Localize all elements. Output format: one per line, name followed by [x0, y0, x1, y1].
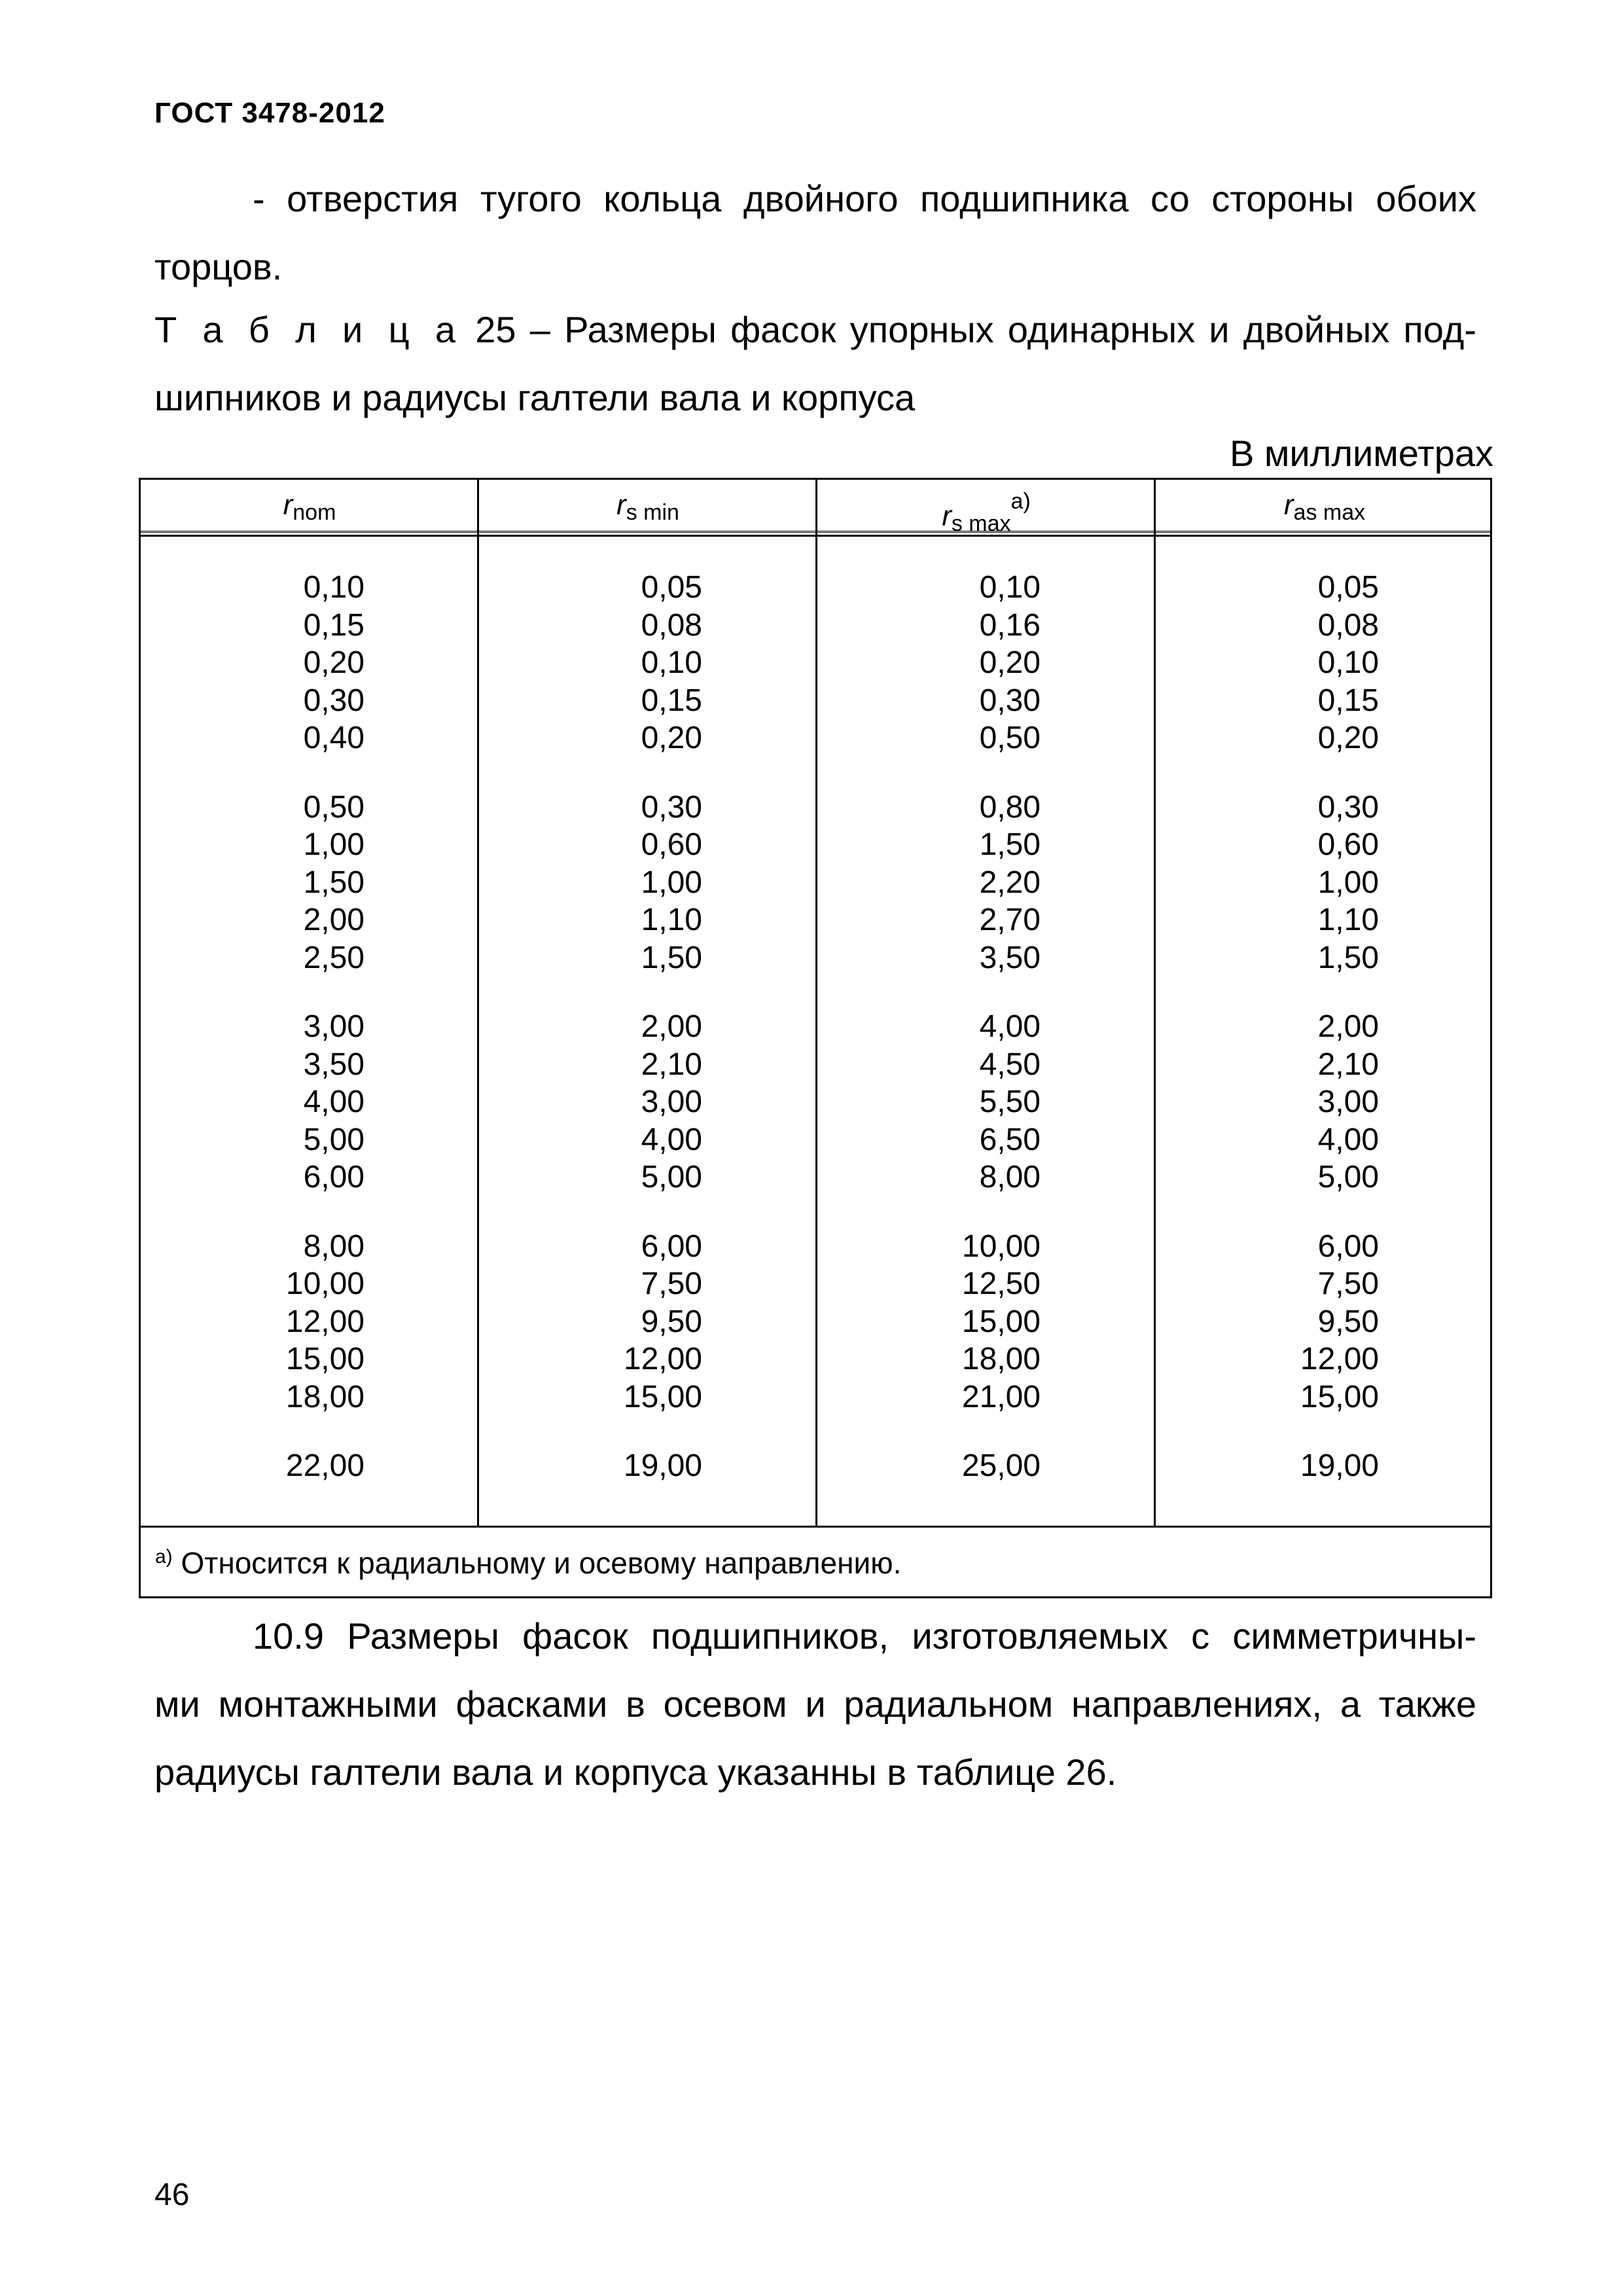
table-cell: 2,10 [1317, 1047, 1379, 1082]
row-group [1248, 1228, 1379, 1416]
header-r-s-max: $r_{s max}^{a)}$ [942, 489, 1031, 536]
page-number: 46 [154, 2178, 190, 2212]
table-cell: 0,50 [303, 789, 365, 825]
row-group [910, 1008, 1041, 1196]
table-cell: 15,00 [623, 1379, 702, 1414]
table-cell: 10,00 [285, 1266, 365, 1301]
table-cell: 8,00 [979, 1160, 1041, 1194]
table-cell: 7,50 [641, 1266, 702, 1301]
row-group [571, 1008, 702, 1196]
table-cell: 18,00 [961, 1342, 1041, 1376]
table-footnote [155, 1545, 901, 1581]
table-cell: 1,00 [1317, 865, 1379, 900]
table-cell: 18,00 [285, 1379, 365, 1414]
table-cell: 4,00 [303, 1085, 365, 1119]
table-cell: 0,50 [979, 721, 1041, 755]
column-divider [477, 480, 479, 1526]
table-cell: 6,00 [303, 1160, 365, 1194]
table-cell: 3,50 [303, 1047, 365, 1082]
row-group [1248, 1008, 1379, 1196]
table-cell: 15,00 [961, 1304, 1041, 1339]
table-cell: 9,50 [641, 1304, 702, 1339]
row-group [1248, 1447, 1379, 1485]
table-cell: 2,00 [641, 1009, 702, 1044]
table-cell: 15,00 [285, 1342, 365, 1376]
table-cell: 10,00 [961, 1229, 1041, 1264]
table-cell: 4,50 [979, 1047, 1041, 1082]
table-cell: 0,30 [303, 683, 365, 718]
column-r-s-max [910, 569, 1041, 1516]
section-line-1: 10.9 Размеры фасок подшипников, изготовляемых с симметричны- [253, 1615, 1476, 1657]
table-cell: 4,00 [641, 1122, 702, 1157]
table-cell: 3,00 [1317, 1085, 1379, 1119]
table-cell: 3,00 [303, 1009, 365, 1044]
table-cell: 0,30 [1317, 789, 1379, 825]
table-caption-line-2: шипников и радиусы галтели вала и корпуса [154, 377, 916, 418]
table-cell: 9,50 [1317, 1304, 1379, 1339]
row-group [234, 1228, 365, 1416]
table-cell: 0,20 [979, 645, 1041, 680]
table-cell: 7,50 [1317, 1266, 1379, 1301]
table-cell: 8,00 [303, 1229, 365, 1264]
table-cell: 2,50 [303, 940, 365, 975]
table-cell: 6,00 [1317, 1229, 1379, 1264]
table-cell: 21,00 [961, 1379, 1041, 1414]
table-cell: 12,00 [285, 1304, 365, 1339]
row-group [910, 789, 1041, 977]
table-cell: 0,15 [641, 683, 702, 718]
table-cell: 6,00 [641, 1229, 702, 1264]
row-group [571, 789, 702, 977]
table-cell: 2,20 [979, 865, 1041, 900]
table-cell: 0,15 [1317, 683, 1379, 718]
table-cell: 0,60 [641, 827, 702, 862]
table-cell: 1,10 [641, 903, 702, 937]
table-cell: 1,50 [641, 940, 702, 975]
table-cell: 2,70 [979, 903, 1041, 937]
units-label: В миллиметрах [1229, 433, 1493, 474]
row-group [910, 1228, 1041, 1416]
column-r-nom [234, 569, 365, 1516]
table-cell: 0,08 [641, 607, 702, 643]
table-cell: 19,00 [1300, 1448, 1379, 1483]
table-cell: 5,00 [1317, 1160, 1379, 1194]
table-cell: 0,20 [641, 721, 702, 755]
row-group [571, 1447, 702, 1485]
section-line-2: ми монтажными фасками в осевом и радиальном направлениях, а также [154, 1683, 1476, 1725]
header-r-nom: $r_{nom}$ [283, 489, 336, 525]
row-group [234, 1008, 365, 1196]
table-cell: 0,05 [641, 570, 702, 605]
column-divider [815, 480, 817, 1526]
table-cell: 1,50 [303, 865, 365, 900]
table-cell: 5,00 [303, 1122, 365, 1157]
table-cell: 19,00 [623, 1448, 702, 1483]
column-divider [1154, 480, 1156, 1526]
table-caption-line-1 [154, 296, 1476, 364]
document-header: ГОСТ 3478-2012 [154, 97, 385, 129]
table-cell: 1,00 [641, 865, 702, 900]
table-cell: 0,30 [641, 789, 702, 825]
column-r-s-min [571, 569, 702, 1516]
table-cell: 2,00 [1317, 1009, 1379, 1044]
table-cell: 22,00 [285, 1448, 365, 1483]
table-cell: 25,00 [961, 1448, 1041, 1483]
intro-line-2: торцов. [154, 246, 283, 287]
table-cell: 0,20 [303, 645, 365, 680]
row-group [910, 1447, 1041, 1485]
table-caption-text: 25 – Размеры фасок упорных одинарных и двойных под- [475, 309, 1476, 350]
table-cell: 2,10 [641, 1047, 702, 1082]
table-cell: 12,00 [623, 1342, 702, 1376]
row-group [910, 569, 1041, 757]
row-group [571, 569, 702, 757]
table-cell: 0,60 [1317, 827, 1379, 862]
table-cell: 4,00 [1317, 1122, 1379, 1157]
row-group [234, 1447, 365, 1485]
table-cell: 0,40 [303, 721, 365, 755]
row-group [234, 789, 365, 977]
header-r-as-max: $r_{as max}$ [1283, 489, 1366, 525]
table-cell: 12,50 [961, 1266, 1041, 1301]
table-cell: 2,00 [303, 903, 365, 937]
row-group [234, 569, 365, 757]
table-cell: 1,00 [303, 827, 365, 862]
table-cell: 4,00 [979, 1009, 1041, 1044]
table-cell: 5,00 [641, 1160, 702, 1194]
row-group [571, 1228, 702, 1416]
table-cell: 1,50 [979, 827, 1041, 862]
header-r-s-min: $r_{s min}$ [616, 489, 679, 525]
table-cell: 0,30 [979, 683, 1041, 718]
column-r-as-max [1248, 569, 1379, 1516]
table-caption-label: Т а б л и ц а [154, 309, 461, 350]
table-cell: 0,10 [979, 570, 1041, 605]
footnote-separator [141, 1526, 1490, 1528]
table-cell: 3,00 [641, 1085, 702, 1119]
table-cell: 12,00 [1300, 1342, 1379, 1376]
table-cell: 3,50 [979, 940, 1041, 975]
table-cell: 15,00 [1300, 1379, 1379, 1414]
row-group [1248, 789, 1379, 977]
footnote-text: Относится к радиальному и осевому направлению. [181, 1546, 902, 1580]
table-cell: 0,05 [1317, 570, 1379, 605]
table-cell: 0,10 [303, 570, 365, 605]
table-cell: 0,20 [1317, 721, 1379, 755]
row-group [1248, 569, 1379, 757]
table-cell: 0,16 [979, 607, 1041, 643]
table-cell: 0,80 [979, 789, 1041, 825]
intro-line-1: - отверстия тугого кольца двойного подшипника со стороны обоих [253, 178, 1476, 219]
section-line-3: радиусы галтели вала и корпуса указанны в таблице 26. [154, 1751, 1117, 1793]
footnote-mark: a) [155, 1546, 173, 1568]
table-cell: 0,10 [641, 645, 702, 680]
dimensions-table [139, 478, 1492, 1598]
table-cell: 0,10 [1317, 645, 1379, 680]
table-cell: 6,50 [979, 1122, 1041, 1157]
table-cell: 0,08 [1317, 607, 1379, 643]
table-cell: 0,15 [303, 607, 365, 643]
table-cell: 1,10 [1317, 903, 1379, 937]
table-cell: 1,50 [1317, 940, 1379, 975]
table-cell: 5,50 [979, 1085, 1041, 1119]
